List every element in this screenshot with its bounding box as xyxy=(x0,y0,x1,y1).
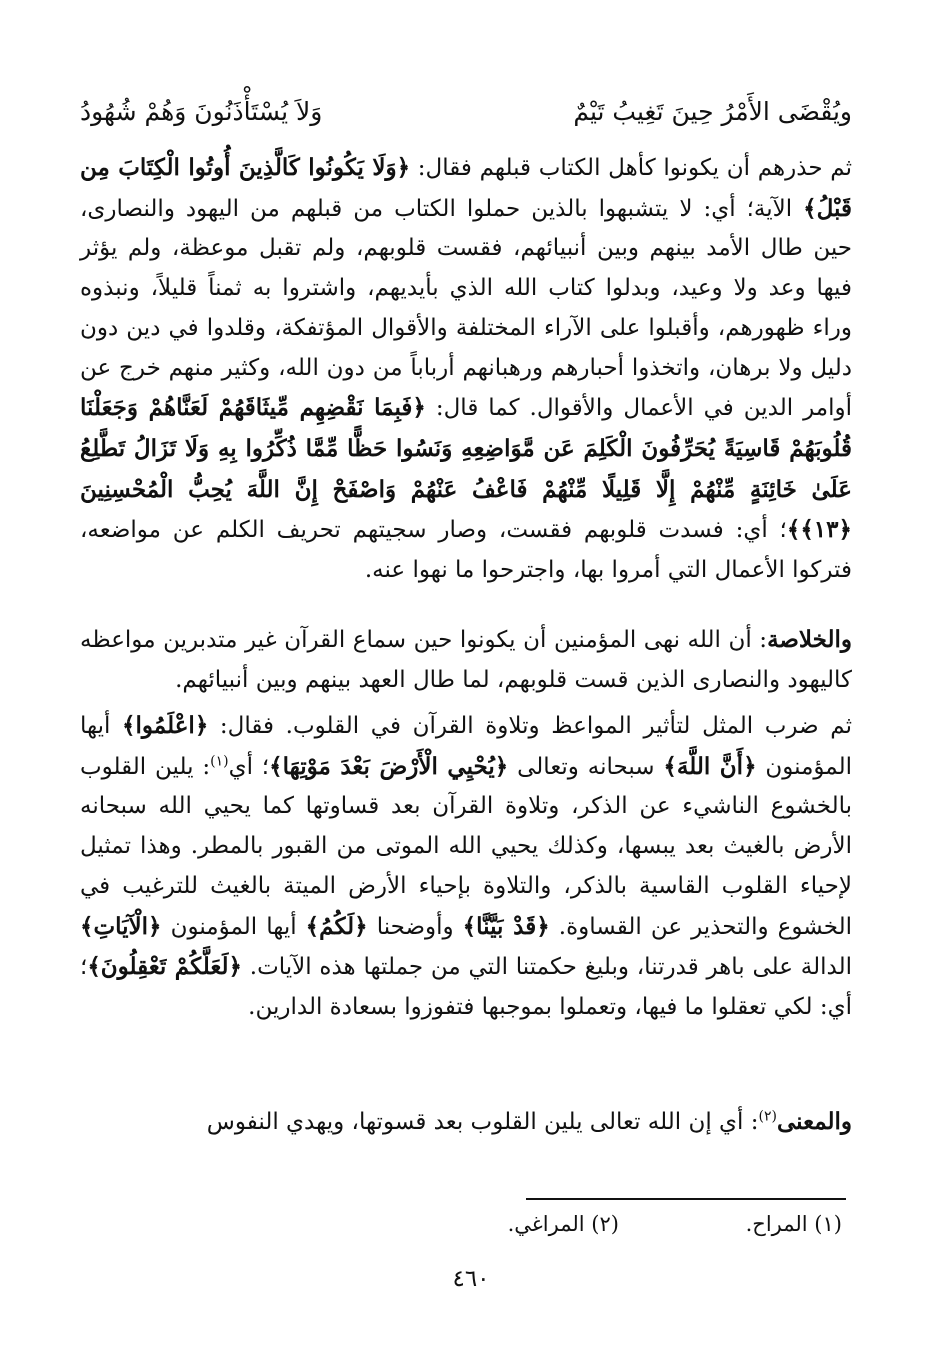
paragraph-text: : أي إن الله تعالى يلين القلوب بعد قسوتها، ويهدي النفوس xyxy=(206,1109,759,1135)
paragraph-warning xyxy=(80,148,852,591)
poem-verse xyxy=(80,92,852,132)
paragraph-text: أيها المؤمنون xyxy=(80,713,853,780)
paragraph-text: ثم ضرب المثل لتأثير المواعظ وتلاوة القرآن في القلوب. فقال: xyxy=(208,713,852,739)
quran-quote: ﴿قَدْ بَيَّنَّا﴾ xyxy=(462,912,550,940)
summary-heading: والخلاصة xyxy=(767,626,852,653)
footnote-1: (١) المراح. xyxy=(745,1212,842,1236)
quran-quote: ﴿الْآيَاتِ﴾ xyxy=(80,912,162,940)
footnote-2: (٢) المراغي. xyxy=(507,1212,619,1236)
quran-quote: ﴿اعْلَمُوا﴾ xyxy=(122,712,209,739)
footnote-ref: (١) xyxy=(210,753,229,770)
quran-quote: ﴿فَبِمَا نَقْضِهِم مِّيثَاقَهُمْ لَعَنَّاهُمْ وَجَعَلْنَا قُلُوبَهُمْ قَاسِيَةً يُحَرِّفُونَ الْكَلِمَ عَن مَّوَاضِعِهِ وَنَسُوا حَظًّا مِّمَّا ذُكِّرُوا بِهِ وَلَا تَزَالُ تَطَّلِعُ عَلَىٰ خَائِنَةٍ مِّنْهُمْ إِلَّا قَلِيلًا مِّنْهُمْ فَاعْفُ عَنْهُمْ وَاصْفَحْ إِنَّ اللَّهَ يُحِبُّ الْمُحْسِنِينَ ﴿١٣﴾﴾ xyxy=(80,394,852,544)
page-number: ٤٦٠ xyxy=(452,1266,490,1292)
poem-hemistich-left: وَلاَ يُسْتَأْذَنُونَ وَهُمْ شُهُودُ xyxy=(80,97,323,126)
quran-quote: ﴿لَكُمُ﴾ xyxy=(305,912,368,940)
paragraph-text: ؛ أي xyxy=(228,753,270,780)
quran-quote: ﴿يُحْيِي الْأَرْضَ بَعْدَ مَوْتِهَا﴾ xyxy=(269,752,509,780)
paragraph-text: ؛ أي: لكي تعقلوا ما فيها، وتعملوا بموجبها فتفوزوا بسعادة الدارين. xyxy=(80,954,852,1020)
paragraph-text: وأوضحنا xyxy=(367,913,463,940)
quran-quote: ﴿لَعَلَّكُمْ تَعْقِلُونَ﴾ xyxy=(87,953,242,981)
paragraph-meaning xyxy=(80,1102,852,1143)
paragraph-summary xyxy=(80,620,852,700)
paragraph-text: سبحانه وتعالى xyxy=(508,753,664,780)
paragraph-text: الدالة على باهر قدرتنا، وبليغ حكمتنا التي من جملتها هذه الآيات. xyxy=(241,954,852,981)
footnote-ref: (٢) xyxy=(758,1108,777,1125)
paragraph-text: ؛ أي: فسدت قلوبهم فقست، وصار سجيتهم تحريف الكلم عن مواضعه، فتركوا الأعمال التي أمروا بها، واجترحوا ما نهوا عنه. xyxy=(80,517,852,584)
footnotes xyxy=(80,1212,842,1236)
paragraph-text: : يلين القلوب بالخشوع الناشيء عن الذكر، وتلاوة القرآن بعد قساوتها كما يحيي الله سبحانه الأرض بالغيث بعد يبسها، وكذلك يحيي الله الموتى من القبور بالمطر. وهذا تمثيل لإحياء القلوب القاسية بالذكر، والتلاوة بإحياء الأرض الميتة بالغيث للترغيب في الخشوع والتحذير عن القساوة. xyxy=(80,753,852,940)
quran-quote: ﴿أَنَّ اللَّهَ﴾ xyxy=(663,752,757,780)
footnote-divider xyxy=(526,1198,846,1200)
paragraph-text: : أن الله نهى المؤمنين أن يكونوا حين سماع القرآن غير متدبرين مواعظه كاليهود والنصارى الذين قست قلوبهم، لما طال العهد بينهم وبين أنبيائهم. xyxy=(80,627,852,693)
paragraph-parable xyxy=(80,706,852,1028)
poem-hemistich-right: ويُقْضَى الأَمْرُ حِينَ تَغِيبُ تَيْمٌ xyxy=(573,97,852,126)
meaning-heading: والمعنى xyxy=(776,1108,852,1135)
paragraph-text: الآية؛ أي: لا يتشبهوا بالذين حملوا الكتاب من قبلهم من اليهود والنصارى، حين طال الأمد بينهم وبين أنبيائهم، فقست قلوبهم، ولم تقبل موعظة، ولم يؤثر فيها وعد ولا وعيد، وبدلوا كتاب الله الذي بأيديهم، واشتروا به ثمناً قليلاً، ونبذوه وراء ظهورهم، وأقبلوا على الآراء المختلفة والأقوال المؤتفكة، وقلدوا في دين دون دليل ولا برهان، واتخذوا أحبارهم ورهبانهم أرباباً من دون الله، وكثير منهم خرج عن أوامر الدين في الأعمال والأقوال. كما قال: xyxy=(80,195,852,422)
quran-quote: ﴿وَلَا يَكُونُوا كَالَّذِينَ أُوتُوا الْكِتَابَ مِن قَبْلُ﴾ xyxy=(80,154,852,222)
paragraph-text: أيها المؤمنون xyxy=(161,913,306,940)
paragraph-text: ثم حذرهم أن يكونوا كأهل الكتاب قبلهم فقال: xyxy=(410,155,853,181)
